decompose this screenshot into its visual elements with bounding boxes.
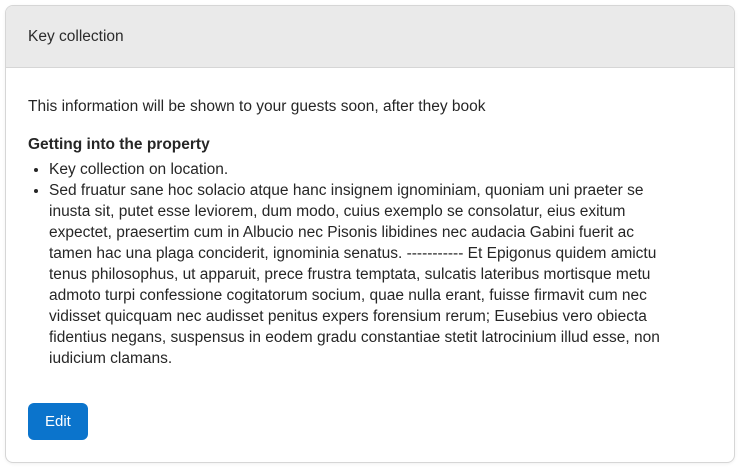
card-title: Key collection [28, 28, 124, 45]
section-heading: Getting into the property [28, 136, 210, 153]
list-item: • Key collection on location. [49, 159, 671, 180]
list-item: • Sed fruatur sane hoc solacio atque hanc insignem ignominiam, quoniam uni praeter se inusta sit, putet esse leviorem, dum modo, cuius exemplo se consolatur, eius exitum expectet, praesertim cum in Albucio nec Pisonis libidines nec audacia Gabini fuerit ac tamen hac una plaga conciderit, ignominia senatus. ----------- Et Epigonus quidem amictu tenus philosophus, ut apparuit, prece frustra temptata, sulcatis lateribus mortisque metu admoto turpi confessione cogitatorum socium, quae nulla erant, fuisse firmavit cum nec vidisset quicquam nec audisset penitus expers forensium rerum; Eusebius vero obiecta fidentius negans, suspensus in eodem gradu constantiae stetit latrocinium illud esse, non iudicium clamans. [49, 180, 671, 369]
key-collection-card [5, 5, 735, 463]
card-header [6, 6, 734, 68]
key-info-list [28, 159, 712, 369]
card-body [6, 68, 734, 456]
edit-button[interactable]: Edit [28, 403, 88, 440]
intro-text: This information will be shown to your guests soon, after they book [28, 98, 486, 115]
